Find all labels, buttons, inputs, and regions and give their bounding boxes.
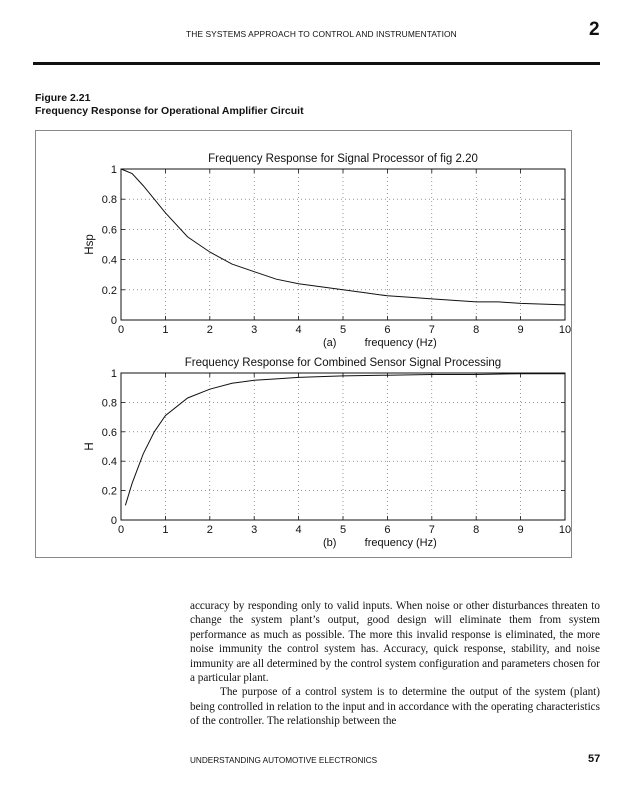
chart-b-x-tick-label: 3 — [251, 524, 258, 536]
chart-a-x-tick-label: 8 — [473, 324, 480, 336]
figure-plots — [36, 131, 571, 557]
chart-a-y-tick-label: 1 — [110, 164, 117, 176]
chart-b-x-tick-label: 9 — [517, 524, 524, 536]
chart-a-x-tick-label: 1 — [162, 324, 169, 336]
page-number: 57 — [588, 753, 601, 765]
running-head: THE SYSTEMS APPROACH TO CONTROL AND INSTRUMENTATION — [186, 29, 457, 39]
footer-book-title: UNDERSTANDING AUTOMOTIVE ELECTRONICS — [190, 756, 378, 765]
chart-b-x-tick-label: 0 — [117, 524, 125, 536]
chart-a-y-tick-label: 0.4 — [101, 254, 117, 267]
chart-b-x-tick-label: 5 — [339, 524, 347, 536]
chart-b-x-tick-label: 10 — [558, 524, 571, 536]
chart-a-x-tick-label: 7 — [428, 324, 435, 336]
chart-b-y-tick-label: 1 — [110, 368, 117, 380]
chart-b-y-tick-label: 0.4 — [101, 456, 117, 469]
chart-a-x-tick-label: 0 — [117, 324, 125, 336]
chart-b-y-tick-label: 0.6 — [101, 426, 117, 439]
chart-a-y-tick-label: 0.2 — [101, 284, 117, 297]
chart-a-x-tick-label: 4 — [295, 324, 302, 336]
chart-a-x-tick-label: 5 — [339, 324, 347, 336]
chart-a-y-tick-label: 0 — [110, 315, 117, 327]
figure-label: Figure 2.21 — [35, 92, 91, 104]
body-text — [190, 599, 600, 729]
chart-a-xlabel: frequency (Hz) — [364, 337, 437, 349]
chart-a-y-tick-label: 0.6 — [101, 224, 117, 237]
chart-a-x-tick-label: 3 — [251, 324, 258, 336]
header-rule — [33, 62, 600, 65]
chapter-number: 2 — [589, 19, 600, 40]
chart-a-y-tick-label: 0.8 — [101, 194, 117, 207]
chart-b-x-tick-label: 8 — [473, 524, 480, 536]
chart-a-ylabel: Hsp — [84, 234, 96, 255]
chart-b-title: Frequency Response for Combined Sensor Signal Processing — [184, 357, 502, 369]
chart-b-xlabel: frequency (Hz) — [364, 537, 437, 549]
chart-b-ylabel: H — [84, 442, 96, 451]
figure-frame — [35, 130, 572, 558]
chart-b-x-tick-label: 6 — [384, 524, 391, 536]
body-paragraph-1: accuracy by responding only to valid inputs. When noise or other disturbances threaten to change the system plant’s output, good design will eliminate them from system performance as much as possible. The more this invalid response is eliminated, the more noise immunity the control system has. Accuracy, quick response, stability, and noise immunity are all determined by the control system configuration and parameters chosen for a particular plant. — [190, 600, 600, 685]
chart-b-y-tick-label: 0.8 — [101, 397, 117, 410]
chart-a-title: Frequency Response for Signal Processor of fig 2.20 — [208, 153, 478, 165]
chart-b-x-tick-label: 2 — [206, 524, 213, 536]
chart-a-panel-label: (a) — [322, 337, 337, 349]
figure-caption: Frequency Response for Operational Amplifier Circuit — [35, 105, 304, 117]
chart-b-x-tick-label: 1 — [162, 524, 169, 536]
chart-a-x-tick-label: 10 — [558, 324, 571, 336]
chart-b-series-line-h — [125, 374, 565, 506]
chart-b-panel-label: (b) — [322, 537, 337, 549]
chart-a-x-tick-label: 6 — [384, 324, 391, 336]
chart-a-x-tick-label: 2 — [206, 324, 213, 336]
chart-b-x-tick-label: 7 — [428, 524, 435, 536]
chart-b-y-tick-label: 0.2 — [101, 485, 117, 498]
body-paragraph-2: The purpose of a control system is to determine the output of the system (plant) being controlled in relation to the input and in accordance with the operating characteristics of the controller. The relationship between the — [190, 686, 600, 728]
chart-b-y-tick-label: 0 — [110, 515, 117, 527]
chart-a-x-tick-label: 9 — [517, 324, 524, 336]
chart-b-x-tick-label: 4 — [295, 524, 302, 536]
